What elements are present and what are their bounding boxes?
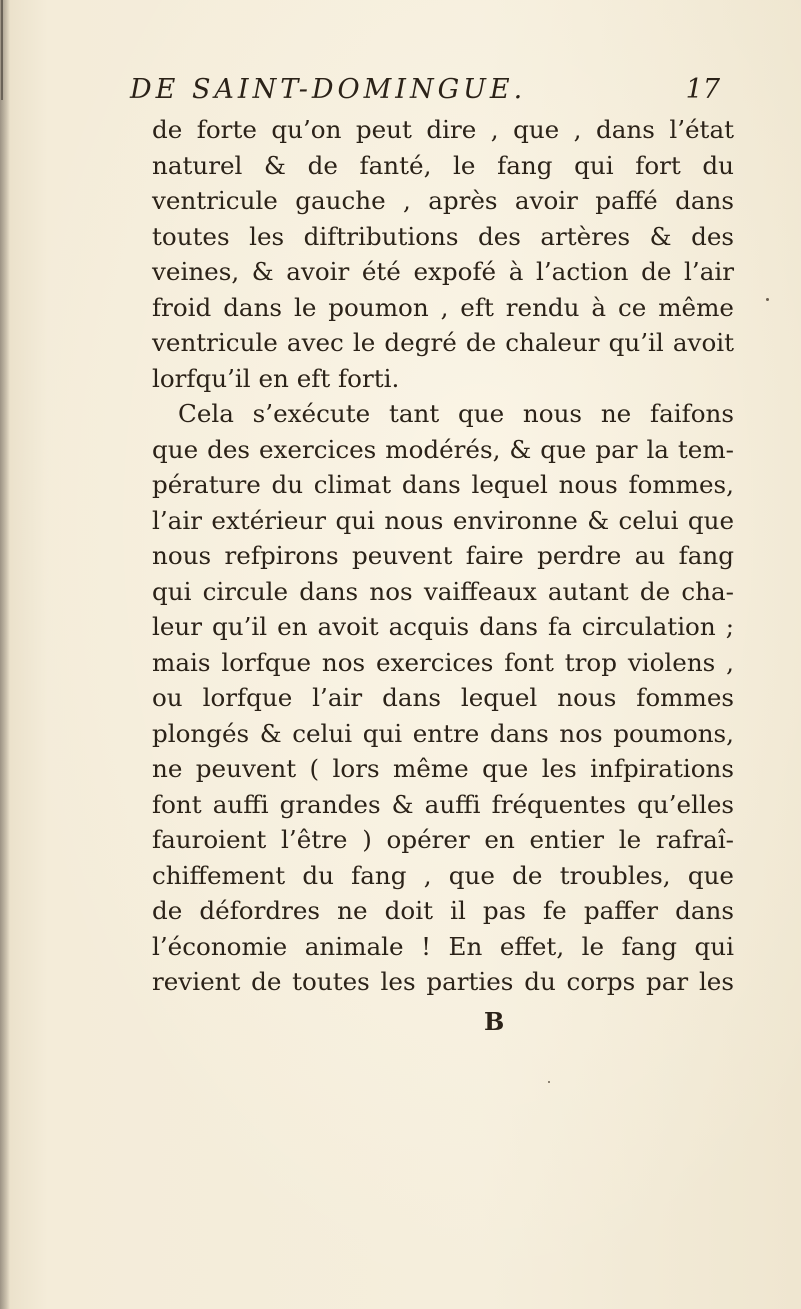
- text-line: lorfqu’il en eft forti.: [152, 363, 400, 393]
- text-line: de défordres ne doit il pas fe paffer dans: [152, 896, 734, 925]
- text-line: Cela s’exécute tant que nous ne faifons: [178, 399, 734, 428]
- text-line: plongés & celui qui entre dans nos poumons,: [152, 718, 734, 748]
- text-line: mais lorfque nos exercices font trop violens ,: [152, 647, 734, 677]
- text-line: l’économie animale ! En effet, le fang qui: [152, 931, 734, 961]
- text-line: froid dans le poumon , eft rendu à ce même: [152, 292, 734, 322]
- text-line: qui circule dans nos vaiffeaux autant de cha-: [152, 576, 734, 606]
- text-line: de forte qu’on peut dire , que , dans l’état: [152, 115, 734, 144]
- text-line: leur qu’il en avoit acquis dans fa circulation ;: [152, 612, 734, 641]
- text-line: ou lorfque l’air dans lequel nous fommes: [152, 683, 734, 712]
- body-text: [152, 112, 734, 1000]
- page-gutter: [0, 0, 10, 1309]
- text-line: fauroient l’être ) opérer en entier le rafraî-: [152, 825, 734, 854]
- page-number: 17: [685, 74, 720, 105]
- text-line: ventricule gauche , après avoir paffé dans: [152, 186, 734, 215]
- paper-speck: [548, 1081, 550, 1083]
- paper-speck: [766, 298, 769, 301]
- running-head: DE SAINT-DOMINGUE.: [130, 74, 527, 105]
- text-line: font auffi grandes & auffi fréquentes qu’elles: [152, 789, 734, 819]
- text-line: nous refpirons peuvent faire perdre au fang: [152, 541, 734, 570]
- text-line: ne peuvent ( lors même que les infpirations: [152, 754, 734, 783]
- text-line: naturel & de fanté, le fang qui fort du: [152, 150, 734, 180]
- text-line: chiffement du fang , que de troubles, que: [152, 860, 734, 890]
- text-line: ventricule avec le degré de chaleur qu’il avoit: [152, 328, 734, 357]
- gutter-line: [1, 0, 3, 100]
- text-line: pérature du climat dans lequel nous fommes,: [152, 470, 734, 499]
- signature-mark: B: [484, 1007, 505, 1036]
- text-line: toutes les diftributions des artères & des: [152, 221, 734, 251]
- text-line: l’air extérieur qui nous environne & celui que: [152, 505, 734, 535]
- text-line: que des exercices modérés, & que par la tem-: [152, 434, 734, 464]
- text-line: veines, & avoir été expofé à l’action de l’air: [152, 257, 734, 286]
- text-line: revient de toutes les parties du corps par les: [152, 967, 734, 996]
